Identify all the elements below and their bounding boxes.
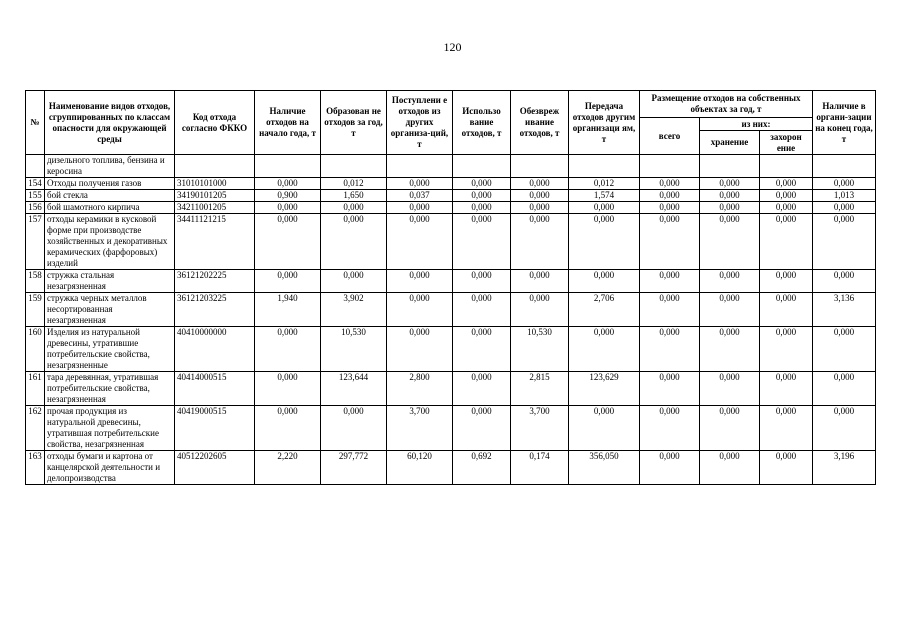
- row-value: 0,174: [511, 451, 569, 485]
- row-value: 0,000: [760, 406, 813, 451]
- row-value: 0,000: [813, 327, 876, 372]
- row-number: 156: [26, 202, 45, 214]
- row-value: 0,000: [700, 270, 760, 293]
- row-value: 0,000: [387, 293, 453, 327]
- row-value: 0,000: [453, 202, 511, 214]
- row-value: 0,000: [387, 327, 453, 372]
- row-value: 356,050: [569, 451, 640, 485]
- table-row: [26, 372, 876, 406]
- row-value: 0,000: [453, 214, 511, 270]
- row-code: 34211001205: [175, 202, 255, 214]
- row-value: 0,000: [813, 178, 876, 190]
- row-number: 154: [26, 178, 45, 190]
- row-value: 0,000: [511, 190, 569, 202]
- row-value: 0,000: [255, 327, 321, 372]
- header-end: Наличие в органи-зации на конец года, т: [813, 91, 876, 155]
- row-value: 3,136: [813, 293, 876, 327]
- row-value: 0,000: [569, 406, 640, 451]
- row-value: 0,000: [453, 372, 511, 406]
- row-value: 0,000: [255, 270, 321, 293]
- row-number: 157: [26, 214, 45, 270]
- row-code: 40414000515: [175, 372, 255, 406]
- table-row: [26, 270, 876, 293]
- table-body: [26, 155, 876, 485]
- row-code: [175, 155, 255, 178]
- header-used: Использо вание отходов, т: [453, 91, 511, 155]
- table-row: [26, 190, 876, 202]
- row-value: 0,000: [453, 270, 511, 293]
- row-value: 0,000: [569, 270, 640, 293]
- header-burial: захорон ение: [760, 131, 813, 155]
- header-neutralized: Обезвреж ивание отходов, т: [511, 91, 569, 155]
- row-number: 159: [26, 293, 45, 327]
- row-value: 1,574: [569, 190, 640, 202]
- row-value: [569, 155, 640, 178]
- row-value: 0,000: [700, 178, 760, 190]
- row-value: 0,012: [321, 178, 387, 190]
- row-value: [640, 155, 700, 178]
- row-value: 1,650: [321, 190, 387, 202]
- row-value: 0,000: [640, 178, 700, 190]
- row-number: 158: [26, 270, 45, 293]
- row-value: 0,000: [321, 202, 387, 214]
- row-value: 0,000: [700, 406, 760, 451]
- row-value: 0,000: [453, 178, 511, 190]
- row-value: 1,940: [255, 293, 321, 327]
- table-row: [26, 155, 876, 178]
- row-value: 0,000: [640, 214, 700, 270]
- row-value: [453, 155, 511, 178]
- row-value: 0,000: [700, 372, 760, 406]
- table-row: [26, 327, 876, 372]
- row-value: 3,700: [511, 406, 569, 451]
- row-value: 0,000: [640, 327, 700, 372]
- row-code: 36121203225: [175, 293, 255, 327]
- row-value: 0,692: [453, 451, 511, 485]
- row-name: стружка стальная незагрязненная: [45, 270, 175, 293]
- row-value: 0,000: [700, 451, 760, 485]
- row-value: 1,013: [813, 190, 876, 202]
- row-value: 2,800: [387, 372, 453, 406]
- page-number: 120: [443, 40, 462, 54]
- row-value: 3,700: [387, 406, 453, 451]
- row-value: 3,902: [321, 293, 387, 327]
- table-row: [26, 214, 876, 270]
- row-value: 0,000: [760, 293, 813, 327]
- header-transferred: Передача отходов другим организаци ям, т: [569, 91, 640, 155]
- row-value: 0,000: [760, 270, 813, 293]
- row-value: 0,000: [760, 327, 813, 372]
- row-value: 0,000: [700, 214, 760, 270]
- row-value: 0,000: [255, 214, 321, 270]
- row-value: 0,000: [813, 214, 876, 270]
- header-received: Поступлени е отходов из других организа-ций, т: [387, 91, 453, 155]
- row-value: 0,000: [813, 406, 876, 451]
- row-code: 40410000000: [175, 327, 255, 372]
- row-value: 0,000: [640, 406, 700, 451]
- row-value: 2,706: [569, 293, 640, 327]
- row-value: 2,815: [511, 372, 569, 406]
- header-storage: хранение: [700, 131, 760, 155]
- row-value: 123,644: [321, 372, 387, 406]
- row-code: 34190101205: [175, 190, 255, 202]
- header-start: Наличие отходов на начало года, т: [255, 91, 321, 155]
- row-value: 0,000: [511, 178, 569, 190]
- row-value: 0,000: [387, 202, 453, 214]
- row-name: Изделия из натуральной древесины, утратившие потребительские свойства, незагрязненные: [45, 327, 175, 372]
- row-name: бой шамотного кирпича: [45, 202, 175, 214]
- row-name: тара деревянная, утратившая потребительские свойства, незагрязненная: [45, 372, 175, 406]
- row-value: 0,000: [255, 202, 321, 214]
- table-row: [26, 406, 876, 451]
- row-code: 34411121215: [175, 214, 255, 270]
- row-code: 40512202605: [175, 451, 255, 485]
- row-value: 0,000: [387, 270, 453, 293]
- row-value: 0,000: [640, 202, 700, 214]
- table-row: [26, 202, 876, 214]
- header-placement: Размещение отходов на собственных объектах за год, т: [640, 91, 813, 118]
- row-value: 0,000: [511, 293, 569, 327]
- row-value: 0,000: [700, 327, 760, 372]
- row-value: 0,000: [387, 178, 453, 190]
- table-row: [26, 178, 876, 190]
- row-value: [511, 155, 569, 178]
- row-number: 162: [26, 406, 45, 451]
- row-value: 10,530: [511, 327, 569, 372]
- row-value: 0,000: [321, 214, 387, 270]
- row-value: 0,000: [640, 293, 700, 327]
- row-value: 0,000: [813, 270, 876, 293]
- row-value: 0,000: [321, 406, 387, 451]
- row-name: отходы бумаги и картона от канцелярской деятельности и делопроизводства: [45, 451, 175, 485]
- header-name: Наименование видов отходов, сгруппированных по классам опасности для окружающей среды: [45, 91, 175, 155]
- row-number: 160: [26, 327, 45, 372]
- row-code: 40419000515: [175, 406, 255, 451]
- row-name: отходы керамики в кусковой форме при производстве хозяйственных и декоративных керамических (фарфоровых) изделий: [45, 214, 175, 270]
- row-value: 0,000: [760, 202, 813, 214]
- row-value: 123,629: [569, 372, 640, 406]
- row-number: [26, 155, 45, 178]
- row-number: 161: [26, 372, 45, 406]
- row-value: 0,037: [387, 190, 453, 202]
- row-value: 0,000: [760, 214, 813, 270]
- row-value: 0,000: [255, 372, 321, 406]
- row-name: стружка черных металлов несортированная незагрязненная: [45, 293, 175, 327]
- row-value: 0,000: [640, 270, 700, 293]
- header-formed: Образован не отходов за год, т: [321, 91, 387, 155]
- row-value: 0,000: [511, 270, 569, 293]
- row-name: дизельного топлива, бензина и керосина: [45, 155, 175, 178]
- row-value: 0,000: [640, 190, 700, 202]
- row-value: 0,000: [511, 214, 569, 270]
- row-value: 0,000: [511, 202, 569, 214]
- row-value: 0,000: [760, 178, 813, 190]
- row-value: 0,900: [255, 190, 321, 202]
- row-code: 31010101000: [175, 178, 255, 190]
- row-value: 0,000: [640, 451, 700, 485]
- row-number: 163: [26, 451, 45, 485]
- table-row: [26, 293, 876, 327]
- row-value: 0,000: [453, 327, 511, 372]
- row-value: 0,000: [321, 270, 387, 293]
- row-value: 0,000: [255, 178, 321, 190]
- row-value: 0,000: [760, 372, 813, 406]
- row-value: 2,220: [255, 451, 321, 485]
- row-number: 155: [26, 190, 45, 202]
- row-value: 0,012: [569, 178, 640, 190]
- row-value: [321, 155, 387, 178]
- row-value: 297,772: [321, 451, 387, 485]
- row-value: 0,000: [813, 372, 876, 406]
- row-name: бой стекла: [45, 190, 175, 202]
- row-value: 0,000: [813, 202, 876, 214]
- row-value: [255, 155, 321, 178]
- row-value: 0,000: [453, 293, 511, 327]
- waste-table: [25, 90, 876, 485]
- row-name: прочая продукция из натуральной древесины, утратившая потребительские свойства, незагрязненная: [45, 406, 175, 451]
- row-value: [760, 155, 813, 178]
- row-value: 60,120: [387, 451, 453, 485]
- row-value: 0,000: [760, 190, 813, 202]
- row-value: 0,000: [569, 202, 640, 214]
- row-value: 0,000: [569, 214, 640, 270]
- header-code: Код отхода согласно ФККО: [175, 91, 255, 155]
- row-name: Отходы получения газов: [45, 178, 175, 190]
- row-value: 0,000: [387, 214, 453, 270]
- header-num: №: [26, 91, 45, 155]
- header-total: всего: [640, 118, 700, 155]
- table-row: [26, 451, 876, 485]
- row-value: 0,000: [255, 406, 321, 451]
- row-value: 0,000: [569, 327, 640, 372]
- row-value: 0,000: [453, 406, 511, 451]
- row-value: 10,530: [321, 327, 387, 372]
- row-code: 36121202225: [175, 270, 255, 293]
- row-value: [387, 155, 453, 178]
- row-value: 0,000: [700, 202, 760, 214]
- row-value: [813, 155, 876, 178]
- row-value: [700, 155, 760, 178]
- row-value: 0,000: [700, 293, 760, 327]
- row-value: 0,000: [760, 451, 813, 485]
- row-value: 3,196: [813, 451, 876, 485]
- row-value: 0,000: [640, 372, 700, 406]
- row-value: 0,000: [700, 190, 760, 202]
- row-value: 0,000: [453, 190, 511, 202]
- header-of-which: из них:: [700, 118, 813, 131]
